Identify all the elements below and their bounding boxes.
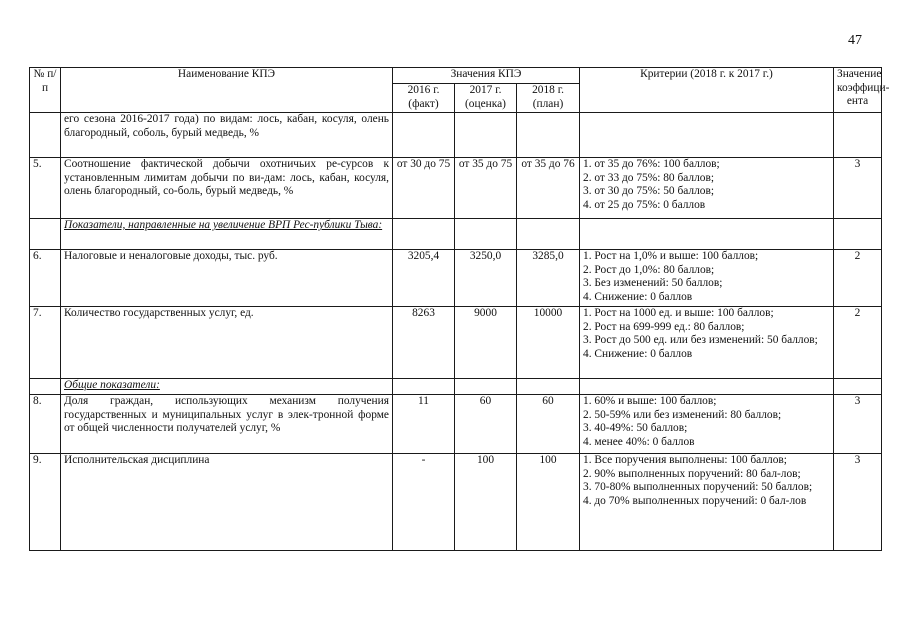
value-2018: 60 xyxy=(517,395,580,454)
value-2017: 100 xyxy=(455,454,517,551)
criteria-list xyxy=(580,158,834,219)
criteria-item: 2. от 33 до 75%: 80 баллов; xyxy=(583,171,715,184)
row-num: 7. xyxy=(30,307,61,379)
page-number: 47 xyxy=(848,33,862,48)
criteria-item: 3. Без изменений: 50 баллов; xyxy=(583,277,723,290)
value-2016: 11 xyxy=(393,395,455,454)
value-2016-cell xyxy=(393,219,455,250)
criteria-list xyxy=(580,395,834,454)
section-title: Общие показатели: xyxy=(64,379,160,391)
criteria-item: 4. Снижение: 0 баллов xyxy=(583,347,693,360)
value-2018: 3285,0 xyxy=(517,250,580,307)
kpi-table-body xyxy=(30,113,882,551)
value-2018: 10000 xyxy=(517,307,580,379)
coef-cell xyxy=(834,379,882,395)
value-2017-cell xyxy=(455,219,517,250)
value-2017: 60 xyxy=(455,395,517,454)
coef-value xyxy=(834,113,882,158)
kpi-name: Количество государственных услуг, ед. xyxy=(61,307,393,379)
header-criteria: Критерии (2018 г. к 2017 г.) xyxy=(580,68,834,113)
criteria-item: 2. Рост на 699-999 ед.: 80 баллов; xyxy=(583,320,745,333)
kpi-name: Налоговые и неналоговые доходы, тыс. руб. xyxy=(61,250,393,307)
value-2017: от 35 до 75 xyxy=(455,158,517,219)
row-num: 6. xyxy=(30,250,61,307)
coef-cell xyxy=(834,219,882,250)
row-num-cell xyxy=(30,379,61,395)
criteria-item: 2. 50-59% или без изменений: 80 баллов; xyxy=(583,408,782,421)
criteria-item: 3. от 30 до 75%: 50 баллов; xyxy=(583,185,715,198)
value-2016: от 30 до 75 xyxy=(393,158,455,219)
value-2017-cell xyxy=(455,379,517,395)
coef-value: 3 xyxy=(834,395,882,454)
header-2018: 2018 г. (план) xyxy=(517,84,580,113)
table-row xyxy=(30,113,882,158)
value-2017 xyxy=(455,113,517,158)
value-2018-cell xyxy=(517,219,580,250)
criteria-item: 3. 70-80% выполненных поручений: 50 баллов; xyxy=(583,481,813,494)
row-num-cell xyxy=(30,219,61,250)
table-section-row xyxy=(30,379,882,395)
header-2016: 2016 г. (факт) xyxy=(393,84,455,113)
value-2016 xyxy=(393,113,455,158)
section-title: Показатели, направленные на увеличение ВРП Рес-публики Тыва: xyxy=(64,219,383,231)
criteria-item: 3. Рост до 500 ед. или без изменений: 50 баллов; xyxy=(583,334,818,347)
criteria-item: 4. Снижение: 0 баллов xyxy=(583,290,693,303)
value-2016: 3205,4 xyxy=(393,250,455,307)
criteria-cell xyxy=(580,379,834,395)
row-num: 8. xyxy=(30,395,61,454)
criteria-item: 4. до 70% выполненных поручений: 0 бал-лов xyxy=(583,494,807,507)
table-section-row xyxy=(30,219,882,250)
table-row xyxy=(30,158,882,219)
criteria-list xyxy=(580,307,834,379)
table-row xyxy=(30,395,882,454)
kpi-name: Доля граждан, использующих механизм получения государственных и муниципальных услуг в элек-тронной форме от общей численности получателей услуг, % xyxy=(61,395,393,454)
value-2016: - xyxy=(393,454,455,551)
criteria-item: 2. Рост до 1,0%: 80 баллов; xyxy=(583,263,715,276)
header-values: Значения КПЭ xyxy=(393,68,580,84)
row-num: 5. xyxy=(30,158,61,219)
criteria-list xyxy=(580,113,834,158)
criteria-list xyxy=(580,250,834,307)
header-name: Наименование КПЭ xyxy=(61,68,393,113)
kpi-name: Исполнительская дисциплина xyxy=(61,454,393,551)
section-title-cell xyxy=(61,219,393,250)
header-num: № п/п xyxy=(30,68,61,113)
row-num xyxy=(30,113,61,158)
criteria-item: 1. Рост на 1,0% и выше: 100 баллов; xyxy=(583,250,759,262)
criteria-cell xyxy=(580,219,834,250)
table-row xyxy=(30,250,882,307)
kpi-table xyxy=(29,67,890,551)
row-num: 9. xyxy=(30,454,61,551)
criteria-item: 3. 40-49%: 50 баллов; xyxy=(583,422,688,435)
value-2018: 100 xyxy=(517,454,580,551)
criteria-item: 1. Рост на 1000 ед. и выше: 100 баллов; xyxy=(583,307,774,319)
coef-value: 2 xyxy=(834,307,882,379)
header-2017: 2017 г. (оценка) xyxy=(455,84,517,113)
table-row xyxy=(30,454,882,551)
coef-value: 3 xyxy=(834,158,882,219)
criteria-item: 1. 60% и выше: 100 баллов; xyxy=(583,395,717,407)
kpi-name: Соотношение фактической добычи охотничьих ре-сурсов к установленным лимитам добычи по ви-дам: лось, кабан, косуля, олень благородный, со-боль, бурый медведь, % xyxy=(61,158,393,219)
value-2018: от 35 до 76 xyxy=(517,158,580,219)
value-2016: 8263 xyxy=(393,307,455,379)
value-2018-cell xyxy=(517,379,580,395)
value-2016-cell xyxy=(393,379,455,395)
coef-value: 2 xyxy=(834,250,882,307)
value-2017: 3250,0 xyxy=(455,250,517,307)
kpi-name: его сезона 2016-2017 года) по видам: лось, кабан, косуля, олень благородный, соболь, бурый медведь, % xyxy=(61,113,393,158)
coef-value: 3 xyxy=(834,454,882,551)
section-title-cell xyxy=(61,379,393,395)
criteria-list xyxy=(580,454,834,551)
criteria-item: 1. от 35 до 76%: 100 баллов; xyxy=(583,158,720,170)
header-coef: Значение коэффици-ента xyxy=(834,68,882,113)
criteria-item: 1. Все поручения выполнены: 100 баллов; xyxy=(583,454,787,466)
table-row xyxy=(30,307,882,379)
criteria-item: 4. менее 40%: 0 баллов xyxy=(583,435,695,448)
value-2017: 9000 xyxy=(455,307,517,379)
value-2018 xyxy=(517,113,580,158)
criteria-item: 2. 90% выполненных поручений: 80 бал-лов; xyxy=(583,467,801,480)
criteria-item: 4. от 25 до 75%: 0 баллов xyxy=(583,198,706,211)
